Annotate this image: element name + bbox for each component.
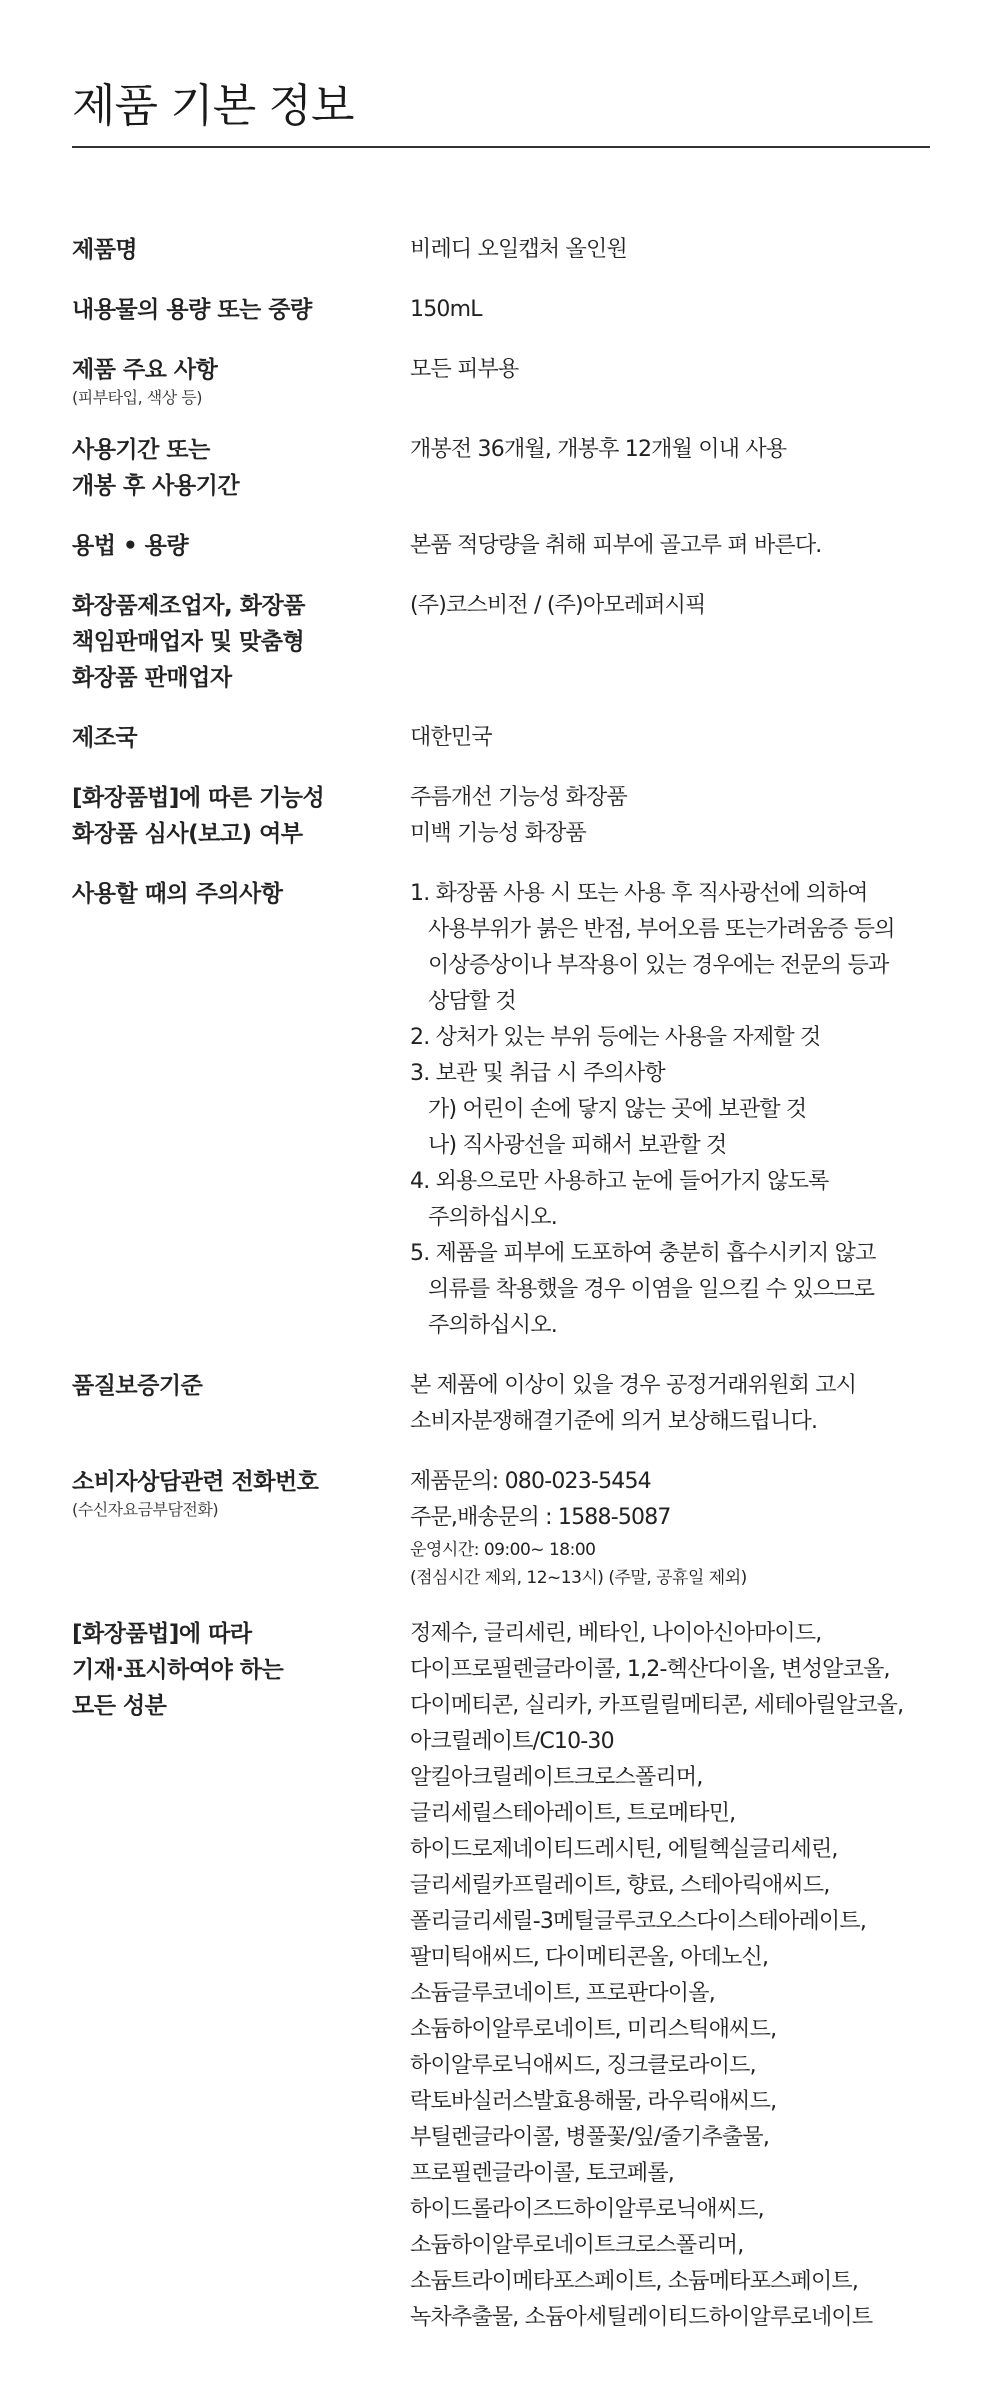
- label-line: 화장품 심사(보고) 여부: [72, 821, 303, 847]
- row-value: [410, 232, 928, 268]
- row-label: [72, 292, 410, 328]
- caution-item: 5. 제품을 피부에 도포하여 충분히 흡수시키지 않고: [410, 1241, 876, 1266]
- label-line: [화장품법]에 따른 기능성: [72, 785, 325, 811]
- label-line: 제조국: [72, 725, 138, 751]
- ingredient-line: 프로필렌글라이콜, 토코페롤,: [410, 2161, 675, 2186]
- row-contact: [72, 1464, 928, 1592]
- row-usage: [72, 528, 928, 564]
- hours-line: (점심시간 제외, 12~13시) (주말, 공휴일 제외): [410, 1568, 747, 1588]
- row-label: [72, 588, 410, 696]
- label-line: 기재·표시하여야 하는: [72, 1657, 284, 1683]
- row-value: [410, 720, 928, 756]
- ingredient-line: 다이메티콘, 실리카, 카프릴릴메티콘, 세테아릴알코올,: [410, 1693, 904, 1718]
- caution-item: 주의하십시오.: [428, 1205, 557, 1230]
- row-value: [410, 1616, 928, 2336]
- value-line: 본 제품에 이상이 있을 경우 공정거래위원회 고시: [410, 1373, 857, 1398]
- row-value: [410, 876, 928, 1344]
- caution-item: 주의하십시오.: [428, 1313, 557, 1338]
- ingredient-line: 글리세릴스테아레이트, 트로메타민,: [410, 1801, 736, 1826]
- row-value: [410, 292, 928, 328]
- ingredient-line: 아크릴레이트/C10-30: [410, 1729, 614, 1754]
- phone-line: 제품문의: 080-023-5454: [410, 1469, 651, 1494]
- caution-item: 이상증상이나 부작용이 있는 경우에는 전문의 등과: [428, 953, 889, 978]
- page-title: 제품 기본 정보: [72, 79, 354, 132]
- ingredient-line: 팔미틱애씨드, 다이메티콘올, 아데노신,: [410, 1945, 769, 1970]
- label-line: 품질보증기준: [72, 1373, 203, 1399]
- hours-line: 운영시간: 09:00~ 18:00: [410, 1540, 596, 1560]
- row-label: [72, 232, 410, 268]
- value-line: 150mL: [410, 297, 482, 322]
- value-line: 대한민국: [410, 725, 492, 750]
- row-value: [410, 588, 928, 624]
- caution-item: 사용부위가 붉은 반점, 부어오름 또는가려움증 등의: [428, 917, 895, 942]
- label-line: 책임판매업자 및 맞춤형: [72, 629, 305, 655]
- label-line: 화장품제조업자, 화장품: [72, 593, 305, 619]
- value-line: 모든 피부용: [410, 357, 519, 382]
- ingredient-line: 알킬아크릴레이트크로스폴리머,: [410, 1765, 703, 1790]
- ingredient-line: 녹차추출물, 소듐아세틸레이티드하이알루로네이트: [410, 2305, 873, 2330]
- label-line: 사용기간 또는: [72, 437, 210, 463]
- row-label: [72, 876, 410, 912]
- row-country: [72, 720, 928, 756]
- info-table: [72, 232, 928, 2336]
- phone-line: 주문,배송문의 : 1588-5087: [410, 1505, 671, 1530]
- ingredient-line: 소듐하이알루로네이트, 미리스틱애씨드,: [410, 2017, 777, 2042]
- ingredient-line: 소듐하이알루로네이트크로스폴리머,: [410, 2233, 744, 2258]
- caution-item: 가) 어린이 손에 닿지 않는 곳에 보관할 것: [428, 1097, 807, 1122]
- ingredient-line: 락토바실러스발효용해물, 라우릭애씨드,: [410, 2089, 777, 2114]
- caution-item: 의류를 착용했을 경우 이염을 일으킬 수 있으므로: [428, 1277, 875, 1302]
- row-caution: [72, 876, 928, 1344]
- ingredient-line: 소듐트라이메타포스페이트, 소듐메타포스페이트,: [410, 2269, 859, 2294]
- row-quality: [72, 1368, 928, 1440]
- row-label: [72, 1616, 410, 1724]
- ingredient-line: 다이프로필렌글라이콜, 1,2-헥산다이올, 변성알코올,: [410, 1657, 890, 1682]
- row-value: [410, 780, 928, 852]
- row-volume: [72, 292, 928, 328]
- row-product-spec: [72, 352, 928, 408]
- label-line: 화장품 판매업자: [72, 665, 232, 691]
- caution-item: 1. 화장품 사용 시 또는 사용 후 직사광선에 의하여: [410, 881, 868, 906]
- title-divider: [72, 146, 930, 148]
- value-line: 소비자분쟁해결기준에 의거 보상해드립니다.: [410, 1409, 818, 1434]
- value-line: 개봉전 36개월, 개봉후 12개월 이내 사용: [410, 437, 787, 462]
- label-line: 모든 성분: [72, 1693, 167, 1719]
- ingredient-line: 하이드롤라이즈드하이알루로닉애씨드,: [410, 2197, 764, 2222]
- row-value: [410, 1368, 928, 1440]
- caution-item: 상담할 것: [428, 989, 517, 1014]
- sub-label: (피부타입, 색상 등): [72, 388, 202, 407]
- row-manufacturer: [72, 588, 928, 696]
- label-line: [화장품법]에 따라: [72, 1621, 252, 1647]
- caution-item: 나) 직사광선을 피해서 보관할 것: [428, 1133, 727, 1158]
- row-value: [410, 432, 928, 468]
- value-line: 미백 기능성 화장품: [410, 821, 587, 846]
- ingredient-line: 폴리글리세릴-3메틸글루코오스다이스테아레이트,: [410, 1909, 867, 1934]
- caution-item: 4. 외용으로만 사용하고 눈에 들어가지 않도록: [410, 1169, 829, 1194]
- label-line: 용법 • 용량: [72, 533, 189, 559]
- label-line: 제품명: [72, 237, 138, 263]
- row-product-name: [72, 232, 928, 268]
- value-line: (주)코스비전 / (주)아모레퍼시픽: [410, 593, 706, 618]
- label-line: 사용할 때의 주의사항: [72, 881, 283, 907]
- row-value: [410, 528, 928, 564]
- ingredient-line: 정제수, 글리세린, 베타인, 나이아신아마이드,: [410, 1621, 822, 1646]
- row-value: [410, 352, 928, 388]
- row-label: [72, 528, 410, 564]
- ingredient-line: 하이알루로닉애씨드, 징크클로라이드,: [410, 2053, 756, 2078]
- label-line: 개봉 후 사용기간: [72, 473, 240, 499]
- label-line: 내용물의 용량 또는 중량: [72, 297, 312, 323]
- sub-label: (수신자요금부담전화): [72, 1500, 219, 1519]
- value-line: 본품 적당량을 취해 피부에 골고루 펴 바른다.: [410, 533, 822, 558]
- row-functional: [72, 780, 928, 852]
- label-line: 제품 주요 사항: [72, 357, 218, 383]
- row-label: [72, 352, 410, 408]
- row-label: [72, 1368, 410, 1404]
- row-label: [72, 780, 410, 852]
- row-label: [72, 720, 410, 756]
- caution-item: 2. 상처가 있는 부위 등에는 사용을 자제할 것: [410, 1025, 821, 1050]
- ingredient-line: 하이드로제네이티드레시틴, 에틸헥실글리세린,: [410, 1837, 838, 1862]
- row-label: [72, 1464, 410, 1520]
- value-line: 비레디 오일캡처 올인원: [410, 237, 627, 262]
- row-usage-period: [72, 432, 928, 504]
- label-line: 소비자상담관련 전화번호: [72, 1469, 319, 1495]
- ingredient-line: 글리세릴카프릴레이트, 향료, 스테아릭애씨드,: [410, 1873, 830, 1898]
- row-label: [72, 432, 410, 504]
- caution-item: 3. 보관 및 취급 시 주의사항: [410, 1061, 665, 1086]
- row-value: [410, 1464, 928, 1592]
- row-ingredients: [72, 1616, 928, 2336]
- ingredient-line: 부틸렌글라이콜, 병풀꽃/잎/줄기추출물,: [410, 2125, 770, 2150]
- ingredient-line: 소듐글루코네이트, 프로판다이올,: [410, 1981, 715, 2006]
- value-line: 주름개선 기능성 화장품: [410, 785, 627, 810]
